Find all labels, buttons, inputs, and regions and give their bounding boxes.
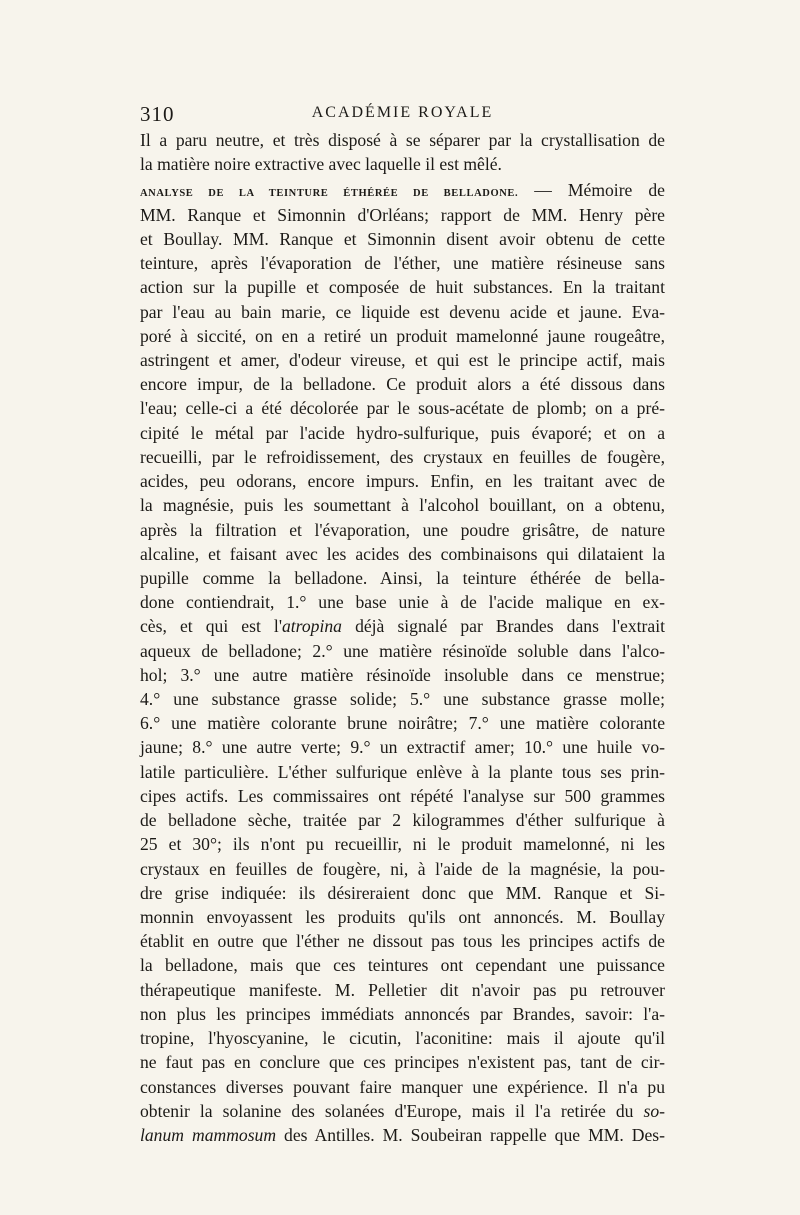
text-line: dre grise indiquée: ils désireraient donc que MM. Ranque et Si- (140, 882, 665, 903)
text-line (140, 178, 665, 202)
section-title: ANALYSE DE LA TEINTURE ÉTHÉRÉE DE BELLADONE. (140, 188, 519, 200)
text-line: l'eau; celle-ci a été décolorée par le sous-acétate de plomb; on a pré- (140, 398, 665, 419)
text-line: latile particulière. L'éther sulfurique enlève à la plante tous ses prin- (140, 761, 665, 782)
text-line: de belladone sèche, traitée par 2 kilogrammes d'éther sulfurique à (140, 810, 665, 831)
text-line: jaune; 8.° une autre verte; 9.° un extractif amer; 10.° une huile vo- (140, 737, 665, 758)
text-line: 25 et 30°; ils n'ont pu recueillir, ni le produit mamelonné, ni les (140, 834, 665, 855)
text-line: cipité le métal par l'acide hydro-sulfurique, puis évaporé; et on a (140, 422, 665, 443)
text-line: done contiendrait, 1.° une base unie à de l'acide malique en ex- (140, 592, 665, 613)
text-line (140, 1123, 665, 1147)
text-fragment: déjà signalé par Brandes dans l'extrait (355, 616, 665, 637)
text-line (140, 1099, 665, 1123)
text-line: la matière noire extractive avec laquelle il est mêlé. (140, 154, 502, 175)
text-line: et Boullay. MM. Ranque et Simonnin disent avoir obtenu de cette (140, 228, 665, 249)
text-line: encore impur, de la belladone. Ce produit alors a été dissous dans (140, 374, 665, 395)
text-fragment: obtenir la solanine des solanées d'Europe, mais il l'a retirée du (140, 1100, 644, 1121)
text-line: alcaline, et faisant avec les acides des combinaisons qui dilataient la (140, 543, 665, 564)
text-line: non plus les principes immédiats annoncés par Brandes, savoir: l'a- (140, 1003, 665, 1024)
text-fragment: — Mémoire de (534, 180, 665, 201)
text-line: ne faut pas en conclure que ces principes n'existent pas, tant de cir- (140, 1052, 665, 1073)
italic-term: atropina (282, 616, 342, 637)
text-line: 4.° une substance grasse solide; 5.° une substance grasse molle; (140, 689, 665, 710)
text-line: thérapeutique manifeste. M. Pelletier dit n'avoir pas pu retrouver (140, 979, 665, 1000)
text-line: cipes actifs. Les commissaires ont répété l'analyse sur 500 grammes (140, 785, 665, 806)
text-fragment: des Antilles. M. Soubeiran rappelle que MM. Des- (284, 1124, 665, 1145)
text-line: teinture, après l'évaporation de l'éther, une matière résineuse sans (140, 253, 665, 274)
text-line: acides, peu odorans, encore impurs. Enfin, en les traitant avec de (140, 471, 665, 492)
text-line: après la filtration et l'évaporation, une poudre grisâtre, de nature (140, 519, 665, 540)
body-text (140, 128, 665, 1147)
text-line: tropine, l'hyoscyanine, le cicutin, l'aconitine: mais il ajoute qu'il (140, 1028, 665, 1049)
text-line: recueilli, par le refroidissement, des crystaux en feuilles de fougère, (140, 446, 665, 467)
text-line: pupille comme la belladone. Ainsi, la teinture éthérée de bella- (140, 567, 665, 588)
text-line (140, 614, 665, 638)
text-fragment: cès, et qui est l' (140, 616, 282, 637)
text-line: hol; 3.° une autre matière résinoïde insoluble dans ce menstrue; (140, 664, 665, 685)
italic-term: lanum mammosum (140, 1124, 277, 1145)
running-head: ACADÉMIE ROYALE (311, 104, 494, 121)
text-line: constances diverses pouvant faire manquer une expérience. Il n'a pu (140, 1076, 665, 1097)
page-header (140, 102, 665, 130)
italic-term: so- (643, 1100, 665, 1121)
text-line: aqueux de belladone; 2.° une matière résinoïde soluble dans l'alco- (140, 640, 665, 661)
page-number: 310 (140, 102, 175, 126)
text-line: astringent et amer, d'odeur vireuse, et qui est le principe actif, mais (140, 349, 665, 370)
text-line: action sur la pupille et composée de huit substances. En la traitant (140, 277, 665, 298)
text-line: Il a paru neutre, et très disposé à se séparer par la crystallisation de (140, 130, 665, 150)
text-line: MM. Ranque et Simonnin d'Orléans; rapport de MM. Henry père (140, 204, 665, 225)
text-line: établit en outre que l'éther ne dissout pas tous les principes actifs de (140, 931, 665, 952)
text-line: 6.° une matière colorante brune noirâtre; 7.° une matière colorante (140, 713, 665, 734)
text-line: monnin envoyassent les produits qu'ils ont annoncés. M. Boullay (140, 907, 665, 927)
text-line: par l'eau au bain marie, ce liquide est devenu acide et jaune. Eva- (140, 301, 665, 322)
text-line: poré à siccité, on en a retiré un produit mamelonné jaune rougeâtre, (140, 325, 665, 346)
text-line: la belladone, mais que ces teintures ont cependant une puissance (140, 955, 665, 976)
text-line: crystaux en feuilles de fougère, ni, à l'aide de la magnésie, la pou- (140, 858, 665, 879)
text-line: la magnésie, puis les soumettant à l'alcohol bouillant, on a obtenu, (140, 495, 665, 516)
